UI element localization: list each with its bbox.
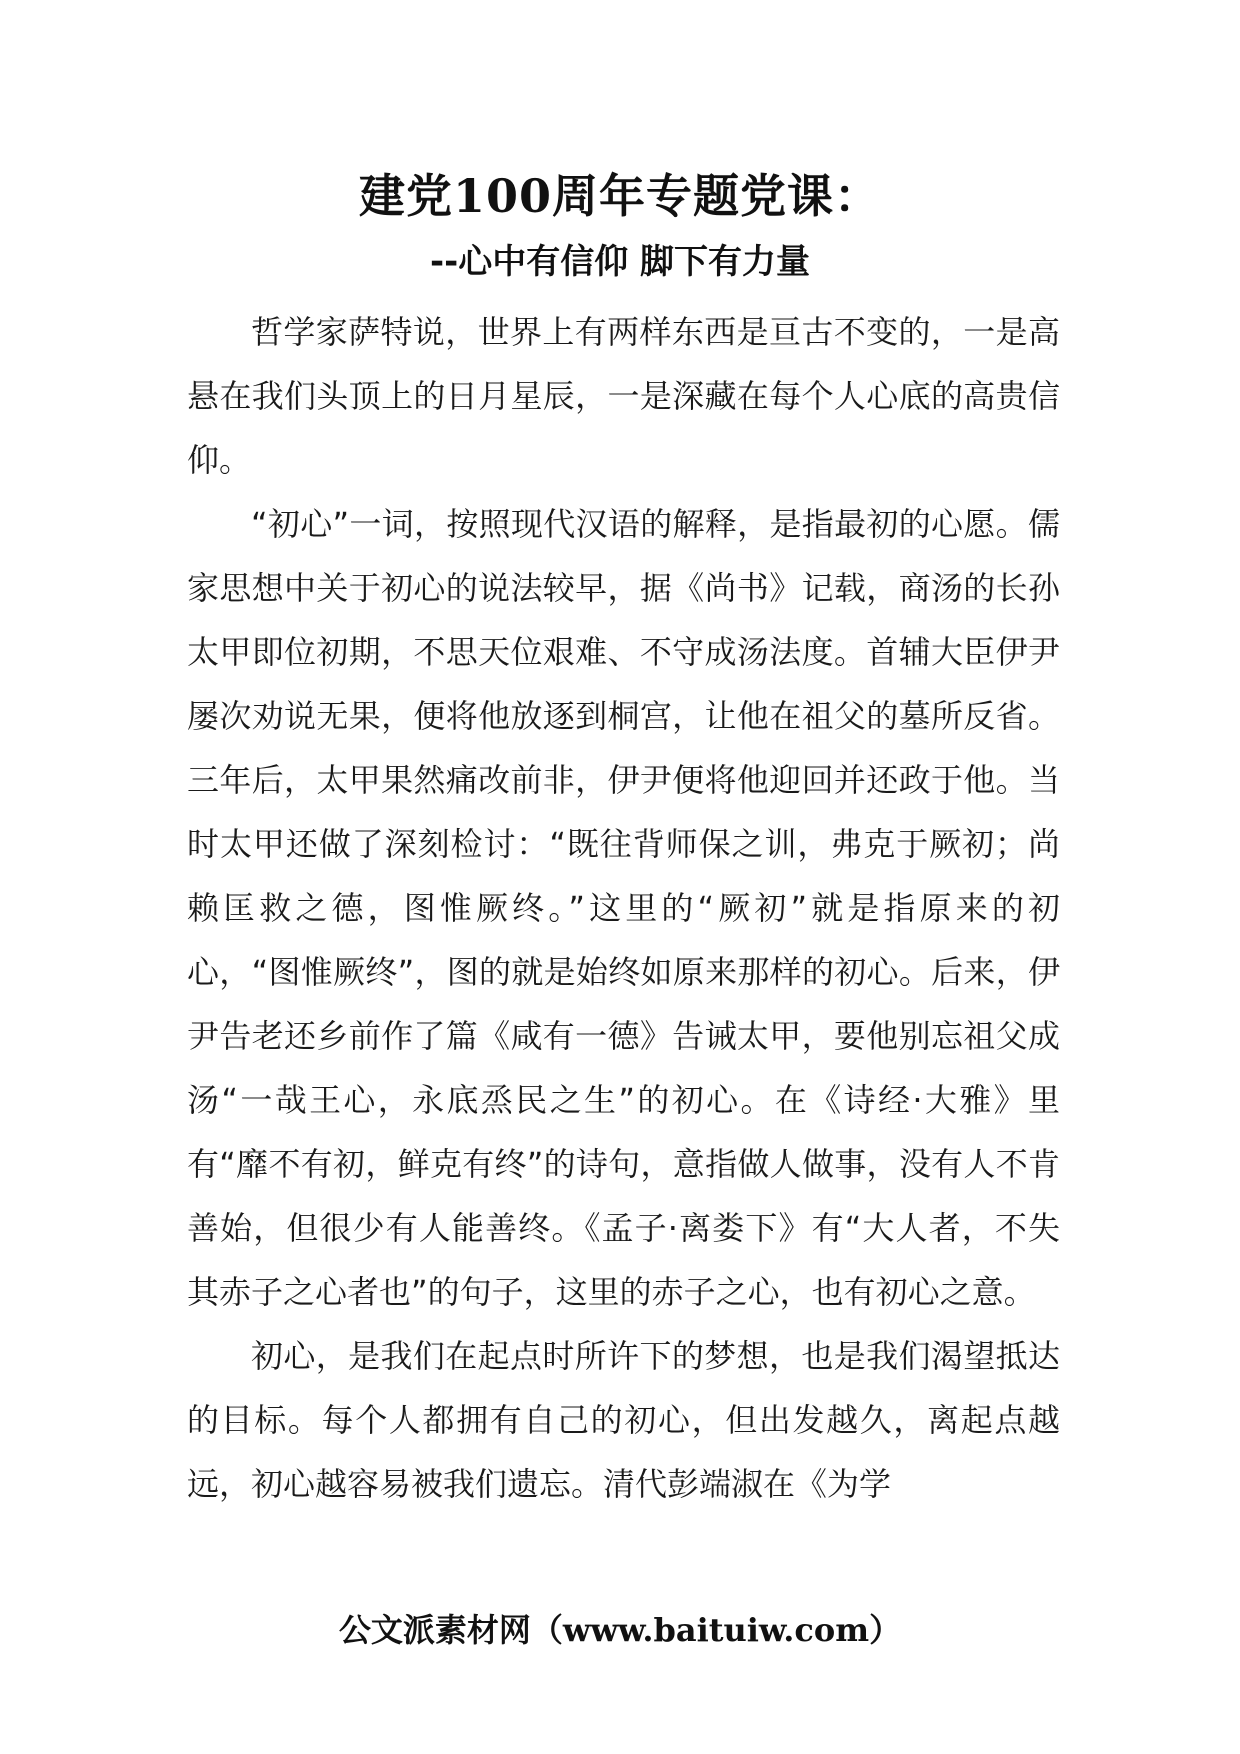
document-body (187, 300, 1060, 1516)
paragraph: “初心”一词，按照现代汉语的解释，是指最初的心愿。儒家思想中关于初心的说法较早，据《尚书》记载，商汤的长孙太甲即位初期，不思天位艰难、不守成汤法度。首辅大臣伊尹屡次劝说无果，便将他放逐到桐宫，让他在祖父的墓所反省。三年后，太甲果然痛改前非，伊尹便将他迎回并还政于他。当时太甲还做了深刻检讨：“既往背师保之训，弗克于厥初；尚赖匡救之德，图惟厥终。”这里的“厥初”就是指原来的初心，“图惟厥终”，图的就是始终如原来那样的初心。后来，伊尹告老还乡前作了篇《咸有一德》告诫太甲，要他别忘祖父成汤“一哉王心，永底烝民之生”的初心。在《诗经·大雅》里有“靡不有初，鲜克有终”的诗句，意指做人做事，没有人不肯善始，但很少有人能善终。《孟子·离娄下》有“大人者，不失其赤子之心者也”的句子，这里的赤子之心，也有初心之意。 (187, 505, 1060, 1311)
paragraph: 初心，是我们在起点时所许下的梦想，也是我们渴望抵达的目标。每个人都拥有自己的初心，但出发越久，离起点越远，初心越容易被我们遗忘。清代彭端淑在《为学 (187, 1337, 1060, 1503)
page-footer-watermark: 公文派素材网（www.baituiw.com） (338, 1611, 902, 1649)
document-title: 建党100周年专题党课： (358, 169, 882, 223)
paragraph: 哲学家萨特说，世界上有两样东西是亘古不变的，一是高悬在我们头顶上的日月星辰，一是深藏在每个人心底的高贵信仰。 (187, 313, 1060, 479)
document-subtitle: --心中有信仰 脚下有力量 (429, 242, 811, 282)
